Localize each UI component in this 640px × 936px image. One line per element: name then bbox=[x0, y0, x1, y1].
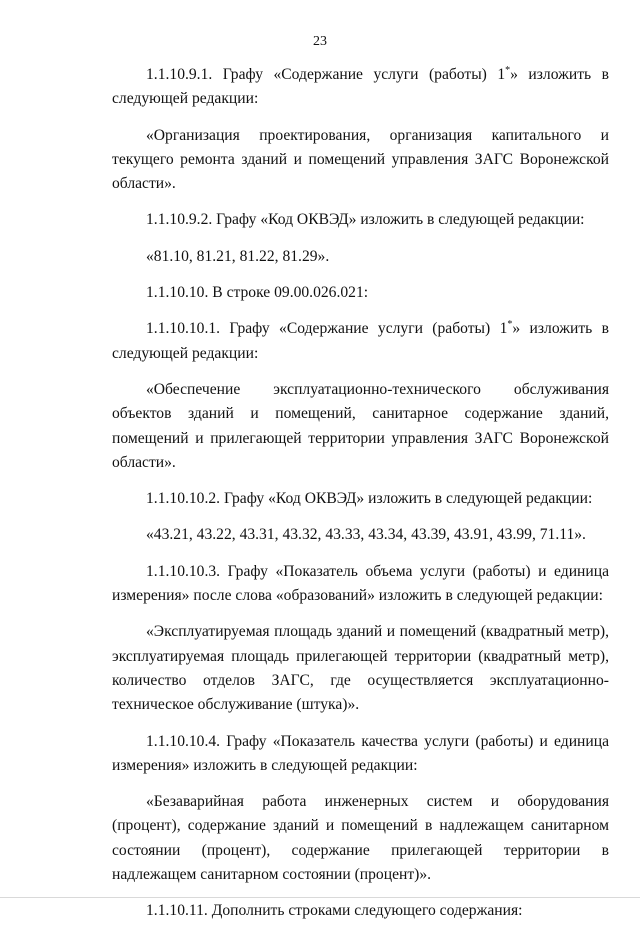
footnote-asterisk: * bbox=[505, 65, 511, 76]
quoted-codes: «81.10, 81.21, 81.22, 81.29». bbox=[146, 247, 330, 265]
page-number: 23 bbox=[313, 34, 327, 49]
paragraph-1-1-10-10-2: 1.1.10.10.2. Графу «Код ОКВЭД» изложить в следующей редакции: bbox=[146, 490, 593, 508]
paragraph-1-1-10-11: 1.1.10.11. Дополнить строками следующего содержания: bbox=[146, 902, 523, 920]
document-body bbox=[112, 63, 609, 936]
paragraph-1-1-10-10-4: 1.1.10.10.4. Графу «Показатель качества услуги (работы) и единица измерения» изложить в следующей редакции: bbox=[112, 732, 609, 774]
paragraph-1-1-10-10-3: 1.1.10.10.3. Графу «Показатель объема услуги (работы) и единица измерения» после слова «образований» изложить в следующей редакции: bbox=[112, 562, 609, 605]
paragraph-1-1-10-9-2: 1.1.10.9.2. Графу «Код ОКВЭД» изложить в следующей редакции: bbox=[146, 211, 585, 229]
page-bottom-edge bbox=[0, 897, 640, 898]
quoted-content: «Организация проектирования, организация капитального и текущего ремонта зданий и помещений управления ЗАГС Воронежской области». bbox=[112, 126, 609, 193]
paragraph-1-1-10-10: 1.1.10.10. В строке 09.00.026.021: bbox=[146, 284, 369, 302]
paragraph-text: 1.1.10.9.1. Графу «Содержание услуги (работы) 1 bbox=[146, 66, 506, 83]
quoted-content: «Обеспечение эксплуатационно-технического обслуживания объектов зданий и помещений, санитарное содержание зданий, помещений и прилегающей территории управления ЗАГС Воронежской области». bbox=[112, 380, 609, 471]
footnote-asterisk: * bbox=[507, 319, 513, 331]
quoted-codes: «43.21, 43.22, 43.31, 43.32, 43.33, 43.34, 43.39, 43.91, 43.99, 71.11». bbox=[146, 526, 586, 544]
paragraph-1-1-10-9-1 bbox=[112, 63, 609, 112]
quoted-content: «Безаварийная работа инженерных систем и оборудования (процент), содержание зданий и помещений в надлежащем санитарном состоянии (процент), содержание прилегающей территории в надлежащем санитарном состоянии (процент)». bbox=[112, 793, 609, 884]
quoted-content: «Эксплуатируемая площадь зданий и помещений (квадратный метр), эксплуатируемая площадь прилегающей территории (квадратный метр), количество отделов ЗАГС, где осуществляется эксплуатационно-техническое обслуживание (штука)». bbox=[112, 623, 609, 714]
paragraph-text: 1.1.10.10.1. Графу «Содержание услуги (работы) 1 bbox=[146, 320, 508, 338]
paragraph-1-1-10-10-1 bbox=[112, 317, 609, 366]
paragraph-text: » изложить в следующей редакции: bbox=[112, 66, 609, 108]
paragraph-text: » изложить в следующей редакции: bbox=[112, 320, 609, 362]
